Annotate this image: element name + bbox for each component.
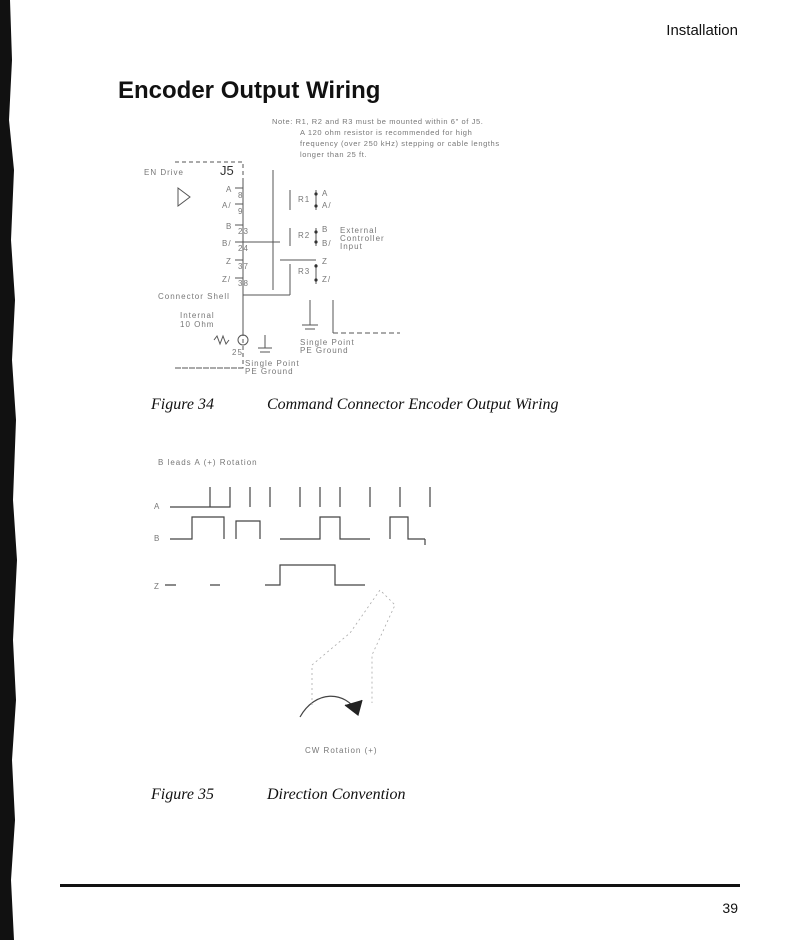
- note-line: A 120 ohm resistor is recommended for high: [300, 128, 473, 137]
- pin-number: 9: [238, 207, 244, 216]
- connector-shell-label: Connector Shell: [158, 292, 230, 301]
- resistor-label: R1: [298, 195, 311, 204]
- channel-label: B: [154, 534, 161, 543]
- channel-label: A: [154, 502, 161, 511]
- footer-rule: [60, 884, 740, 887]
- channel-label: Z: [154, 582, 160, 591]
- resistor-label: R2: [298, 231, 311, 240]
- signal-label: A/: [222, 201, 232, 210]
- page-title: Encoder Output Wiring: [118, 77, 381, 104]
- signal-label: B/: [222, 239, 232, 248]
- encoder-wiring-diagram: [140, 150, 420, 390]
- input-label: A/: [322, 201, 332, 210]
- scan-edge-shadow: [0, 0, 22, 940]
- channel-b-waveform: [170, 517, 425, 545]
- figure-title: Command Connector Encoder Output Wiring: [267, 396, 559, 413]
- pin-number: 37: [238, 262, 249, 271]
- pin-number: 8: [238, 191, 244, 200]
- figure-number: Figure 34: [151, 396, 214, 413]
- pin-number: 25: [232, 348, 243, 357]
- note-line: frequency (over 250 kHz) stepping or cable lengths: [300, 139, 500, 148]
- channel-a-waveform: [170, 487, 430, 507]
- internal-label: 10 Ohm: [180, 320, 215, 329]
- rotation-label: CW Rotation (+): [305, 746, 378, 755]
- section-header: Installation: [666, 22, 738, 39]
- external-label: Controller: [340, 234, 385, 243]
- motor-shaft-sketch: [312, 590, 395, 705]
- direction-timing-diagram: [140, 445, 460, 765]
- input-label: B/: [322, 239, 332, 248]
- drive-label: EN Drive: [144, 168, 185, 177]
- page-number: 39: [722, 900, 738, 916]
- input-label: Z: [322, 257, 328, 266]
- external-label: Input: [340, 242, 363, 251]
- signal-label: A: [226, 185, 233, 194]
- ground-label: Single Point: [300, 338, 355, 347]
- connector-id: J5: [220, 163, 234, 178]
- input-label: A: [322, 189, 329, 198]
- note-line: longer than 25 ft.: [300, 150, 368, 159]
- pin-number: 23: [238, 227, 249, 236]
- figure-34-caption: [151, 396, 559, 414]
- timing-heading: B leads A (+) Rotation: [158, 458, 258, 467]
- figure-number: Figure 35: [151, 786, 214, 803]
- ground-label: PE Ground: [245, 367, 294, 376]
- figure-35-caption: [151, 786, 406, 804]
- internal-label: Internal: [180, 311, 215, 320]
- pin-number: 24: [238, 244, 249, 253]
- external-label: External: [340, 226, 378, 235]
- ground-label: PE Ground: [300, 346, 349, 355]
- input-label: Z/: [322, 275, 332, 284]
- figure-title: Direction Convention: [267, 786, 406, 803]
- pin-number: 38: [238, 279, 249, 288]
- ground-label: Single Point: [245, 359, 300, 368]
- signal-label: B: [226, 222, 233, 231]
- signal-label: Z/: [222, 275, 232, 284]
- channel-z-waveform: [165, 565, 365, 585]
- signal-label: Z: [226, 257, 232, 266]
- resistor-label: R3: [298, 267, 311, 276]
- note-line: Note: R1, R2 and R3 must be mounted within 6" of J5.: [272, 117, 484, 126]
- input-label: B: [322, 225, 329, 234]
